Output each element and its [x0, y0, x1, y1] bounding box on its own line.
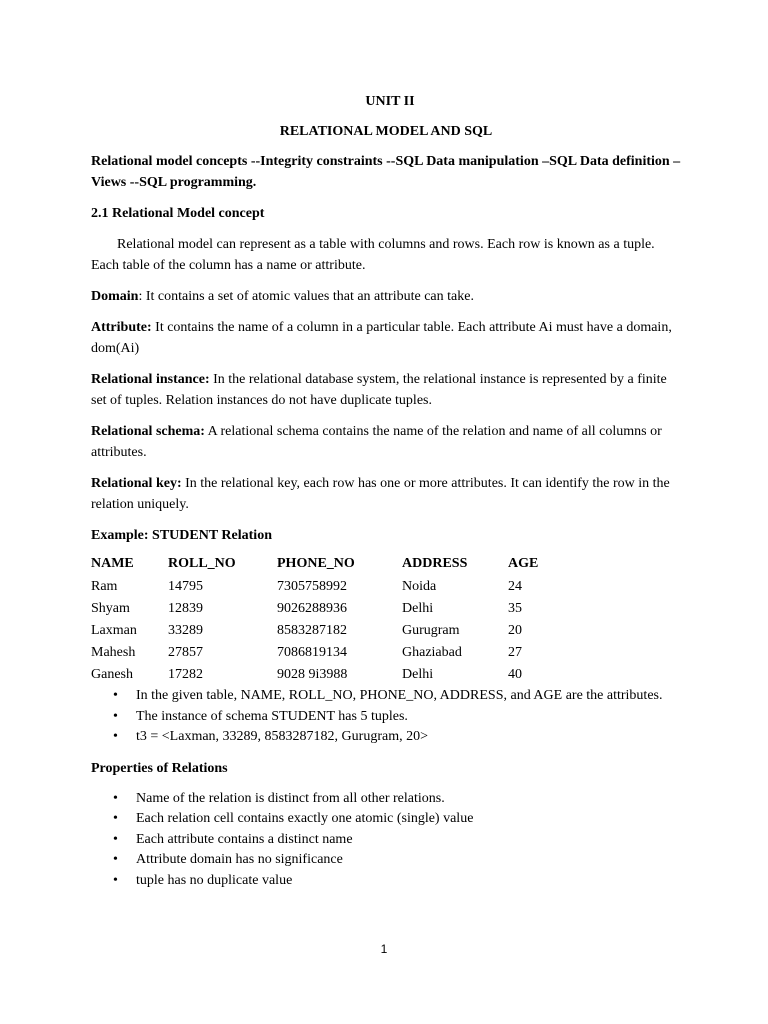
table-cell: 27 — [508, 645, 522, 660]
table-cell: 7086819134 — [277, 645, 347, 660]
table-cell: 14795 — [168, 579, 203, 594]
topics-line: Relational model concepts --Integrity constraints --SQL Data manipulation –SQL Data definition –Views --SQL programming. — [91, 154, 681, 190]
table-cell: Ghaziabad — [402, 645, 462, 660]
document-page — [91, 91, 681, 891]
page-number: 1 — [380, 942, 388, 956]
definition-domain — [91, 286, 681, 307]
column-header: ADDRESS — [402, 556, 468, 571]
list-item — [91, 727, 681, 748]
table-cell: 12839 — [168, 601, 203, 616]
table-cell: 33289 — [168, 623, 203, 638]
intro-paragraph: Relational model can represent as a table with columns and rows. Each row is known as a tuple. Each table of the column has a name or attribute. — [91, 237, 655, 273]
list-item-text: The instance of schema STUDENT has 5 tuples. — [136, 708, 408, 724]
list-item — [91, 809, 681, 830]
example-bullet-list — [91, 686, 681, 748]
definitions — [91, 286, 681, 515]
bullet-icon: • — [113, 688, 118, 703]
definition-text: In the relational key, each row has one or more attributes. It can identify the row in the relation uniquely. — [91, 476, 670, 512]
bullet-icon: • — [113, 872, 118, 888]
list-item — [91, 830, 681, 851]
unit-heading: UNIT II — [365, 94, 415, 109]
table-cell: 17282 — [168, 667, 203, 682]
table-cell: 20 — [508, 623, 522, 638]
definition-term: Relational instance: — [91, 372, 210, 387]
table-cell: Delhi — [402, 667, 434, 682]
list-item — [91, 789, 681, 810]
table-row — [91, 642, 568, 664]
bullet-icon: • — [113, 831, 118, 847]
list-item-text: tuple has no duplicate value — [136, 872, 293, 888]
properties-list — [91, 789, 681, 892]
table-cell: 8583287182 — [277, 623, 347, 638]
definition-relational-instance — [91, 369, 681, 411]
definition-relational-key — [91, 473, 681, 515]
definition-relational-schema — [91, 421, 681, 463]
table-cell: 9028 9i3988 — [277, 667, 348, 682]
table-cell: 40 — [508, 667, 522, 682]
list-item-text: Each relation cell contains exactly one atomic (single) value — [136, 811, 474, 826]
table-row — [91, 598, 568, 620]
bullet-icon: • — [113, 790, 118, 806]
table-row — [91, 576, 568, 598]
table-cell: Noida — [402, 579, 437, 594]
table-cell: 7305758992 — [277, 579, 347, 594]
table-cell: 27857 — [168, 645, 203, 660]
list-item-text: In the given table, NAME, ROLL_NO, PHONE_NO, ADDRESS, and AGE are the attributes. — [136, 688, 663, 703]
chapter-title: RELATIONAL MODEL AND SQL — [279, 124, 493, 139]
column-header: ROLL_NO — [168, 556, 236, 571]
definition-text: A relational schema contains the name of the relation and name of all columns or attributes. — [91, 424, 662, 460]
table-cell: 35 — [508, 601, 522, 616]
definition-term: Attribute: — [91, 320, 152, 335]
list-item — [91, 686, 681, 707]
bullet-icon: • — [113, 729, 118, 744]
table-cell: 24 — [508, 579, 522, 594]
student-table — [91, 552, 568, 686]
column-header: NAME — [91, 556, 134, 571]
table-cell: Ganesh — [91, 667, 133, 682]
list-item — [91, 850, 681, 871]
list-item-text: Name of the relation is distinct from all other relations. — [136, 790, 445, 806]
definition-term: Relational key: — [91, 476, 182, 491]
example-heading: Example: STUDENT Relation — [91, 528, 272, 543]
definition-attribute — [91, 317, 681, 359]
definition-text: In the relational database system, the relational instance is represented by a finite set of tuples. Relation instances do not have duplicate tuples. — [91, 372, 667, 408]
table-cell: 9026288936 — [277, 601, 347, 616]
list-item — [91, 707, 681, 728]
list-item-text: Attribute domain has no significance — [136, 852, 343, 867]
bullet-icon: • — [113, 852, 118, 867]
table-cell: Gurugram — [402, 623, 460, 638]
definition-term: Domain — [91, 289, 139, 304]
section-heading: 2.1 Relational Model concept — [91, 206, 265, 221]
properties-heading: Properties of Relations — [91, 760, 228, 776]
definition-term: Relational schema: — [91, 424, 205, 439]
table-cell: Shyam — [91, 601, 130, 616]
definition-text: It contains a set of atomic values that an attribute can take. — [142, 289, 474, 304]
definition-sep: : — [138, 289, 143, 304]
table-cell: Ram — [91, 579, 118, 594]
table-cell: Mahesh — [91, 645, 136, 660]
table-row — [91, 664, 568, 686]
table-cell: Delhi — [402, 601, 434, 616]
table-cell: Laxman — [91, 623, 137, 638]
column-header: AGE — [508, 556, 539, 571]
list-item — [91, 871, 681, 892]
table-row — [91, 620, 568, 642]
table-header-row — [91, 552, 568, 576]
list-item-text: Each attribute contains a distinct name — [136, 831, 353, 847]
bullet-icon: • — [113, 811, 118, 826]
bullet-icon: • — [113, 708, 118, 724]
definition-text: It contains the name of a column in a particular table. Each attribute Ai must have a domain, dom(Ai) — [91, 320, 672, 356]
list-item-text: t3 = <Laxman, 33289, 8583287182, Gurugram, 20> — [136, 729, 428, 744]
column-header: PHONE_NO — [277, 556, 355, 571]
